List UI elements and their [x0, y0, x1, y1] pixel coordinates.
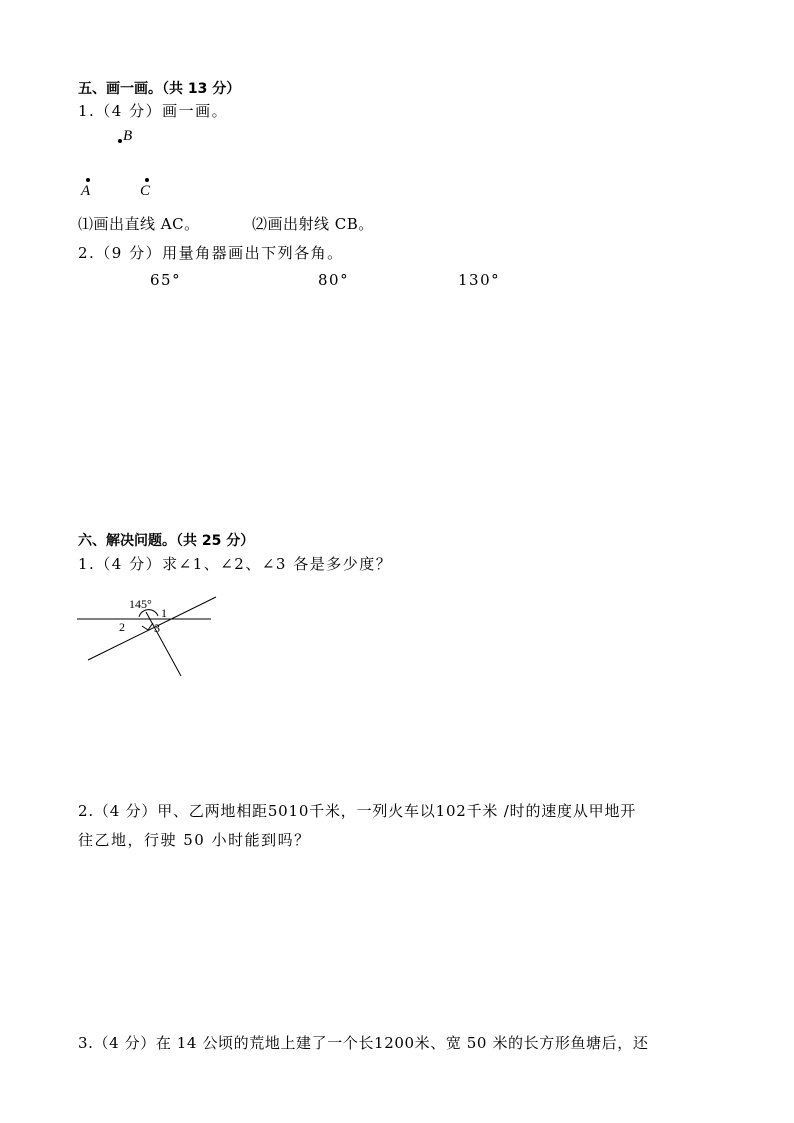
angle-130: 130°	[458, 271, 501, 289]
s5-q1-sub1: ⑴画出直线 AC。	[78, 215, 200, 233]
angle-80: 80°	[318, 271, 350, 289]
point-c-label: C	[140, 183, 151, 199]
steep-line	[146, 612, 181, 676]
s6-question2-line2: 往乙地，行驶 50 小时能到吗？	[78, 831, 311, 849]
point-c-dot	[145, 178, 149, 182]
slanted-line	[88, 597, 216, 660]
label-angle1: 1	[161, 606, 167, 620]
point-a-dot	[86, 178, 90, 182]
s5-question1: 1.（4 分）画一画。	[78, 102, 229, 120]
s6-question3-line1: 3.（4 分）在 14 公顷的荒地上建了一个长1200米、宽 50 米的长方形鱼塘后，还	[78, 1034, 649, 1052]
point-b-dot	[118, 139, 122, 143]
point-a-label: A	[81, 183, 91, 199]
label-angle3: 3	[154, 621, 160, 635]
point-b-label: B	[123, 128, 133, 144]
section5-title: 五、画一画。（共 13 分）	[78, 81, 241, 97]
angle-65: 65°	[150, 271, 182, 289]
label-145: 145°	[129, 597, 152, 611]
s5-q1-sub2: ⑵画出射线 CB。	[252, 215, 374, 233]
section6-title: 六、解决问题。（共 25 分）	[78, 533, 255, 549]
angle-figure	[70, 590, 220, 685]
s6-question2-line1: 2.（4 分）甲、乙两地相距5010千米，一列火车以102千米 /时的速度从甲地开	[78, 802, 637, 820]
s6-question1: 1.（4 分）求∠1、∠2、∠3 各是多少度？	[78, 555, 393, 573]
s5-question2: 2.（9 分）用量角器画出下列各角。	[78, 244, 344, 262]
label-angle2: 2	[119, 620, 125, 634]
